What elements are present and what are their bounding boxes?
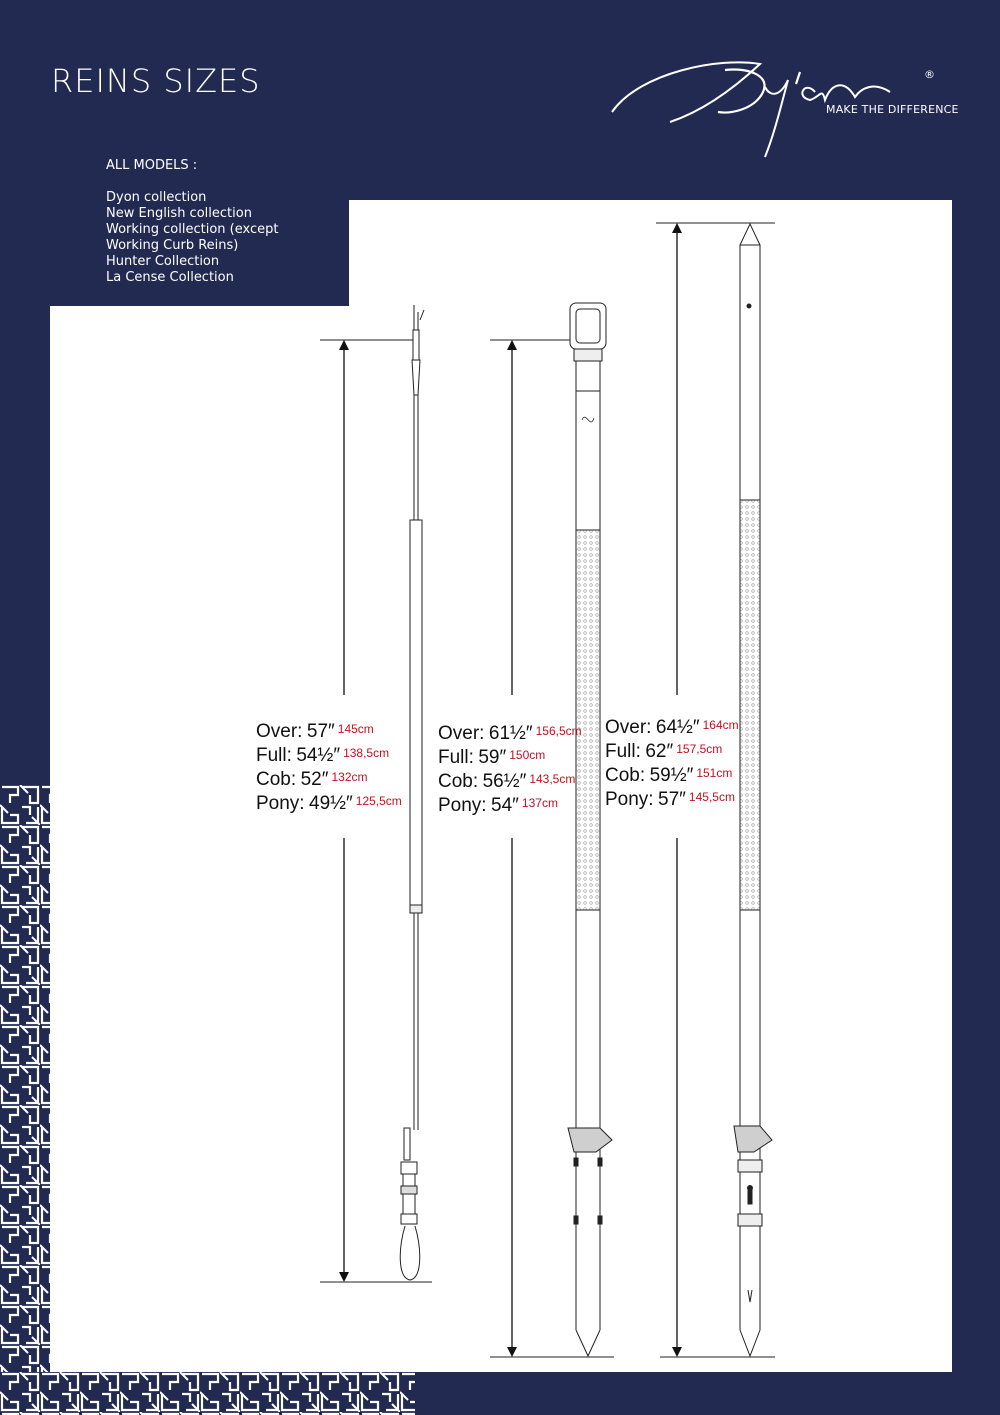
size-row-full xyxy=(256,741,402,765)
size-inches: 62″ xyxy=(645,741,674,762)
size-row-cob xyxy=(605,761,739,785)
size-inches: 54½″ xyxy=(296,745,341,766)
size-inches: 52″ xyxy=(300,769,329,790)
size-inches: 64½″ xyxy=(655,717,700,738)
size-inches: 57″ xyxy=(658,789,686,810)
size-cm: 164cm xyxy=(702,718,739,732)
model-item: New English collection xyxy=(106,206,252,221)
size-row-cob xyxy=(256,765,402,789)
size-inches: 54″ xyxy=(491,795,519,816)
rein-2-sizes xyxy=(438,719,582,815)
size-row-pony xyxy=(438,791,582,815)
size-cm: 137cm xyxy=(521,796,558,810)
size-inches: 56½″ xyxy=(482,771,527,792)
size-row-pony xyxy=(256,789,402,813)
size-label: Over: xyxy=(256,721,303,742)
model-item: Working collection (except Working Curb Reins) xyxy=(106,222,279,253)
rein-2-illustration xyxy=(568,303,612,1356)
model-item: La Cense Collection xyxy=(106,270,234,285)
page-title: REINS SIZES xyxy=(51,62,261,100)
size-row-cob xyxy=(438,767,582,791)
size-cm: 125,5cm xyxy=(355,794,402,808)
size-label: Pony: xyxy=(438,795,487,816)
size-label: Cob: xyxy=(256,769,297,790)
size-inches: 59″ xyxy=(478,747,507,768)
size-cm: 132cm xyxy=(331,770,368,784)
rein-3-illustration xyxy=(734,224,772,1356)
size-cm: 143,5cm xyxy=(529,772,576,786)
size-cm: 138,5cm xyxy=(343,746,390,760)
rein-3-sizes xyxy=(605,713,739,809)
size-inches: 57″ xyxy=(306,721,335,742)
size-row-over xyxy=(605,713,739,737)
size-label: Full: xyxy=(256,745,292,766)
size-label: Cob: xyxy=(438,771,479,792)
brand-tagline: MAKE THE DIFFERENCE xyxy=(826,103,959,116)
size-label: Full: xyxy=(438,747,474,768)
size-cm: 145,5cm xyxy=(688,790,735,804)
svg-text:®: ® xyxy=(924,68,935,81)
size-cm: 156,5cm xyxy=(535,724,582,738)
size-label: Pony: xyxy=(256,793,305,814)
size-label: Pony: xyxy=(605,789,654,810)
rein-1-sizes xyxy=(256,717,402,813)
model-item: Hunter Collection xyxy=(106,254,220,269)
size-inches: 59½″ xyxy=(649,765,694,786)
size-row-over xyxy=(256,717,402,741)
size-cm: 145cm xyxy=(337,722,374,736)
size-cm: 151cm xyxy=(696,766,733,780)
size-row-over xyxy=(438,719,582,743)
size-inches: 49½″ xyxy=(309,793,353,814)
size-row-full xyxy=(605,737,739,761)
size-cm: 150cm xyxy=(509,748,546,762)
size-label: Over: xyxy=(438,723,485,744)
rein-1-illustration xyxy=(400,305,424,1280)
size-row-pony xyxy=(605,785,739,809)
model-item: Dyon collection xyxy=(106,190,207,205)
size-label: Full: xyxy=(605,741,641,762)
size-cm: 157,5cm xyxy=(676,742,723,756)
size-label: Over: xyxy=(605,717,652,738)
models-heading: ALL MODELS : xyxy=(106,158,198,173)
size-label: Cob: xyxy=(605,765,646,786)
size-inches: 61½″ xyxy=(488,723,533,744)
size-row-full xyxy=(438,743,582,767)
